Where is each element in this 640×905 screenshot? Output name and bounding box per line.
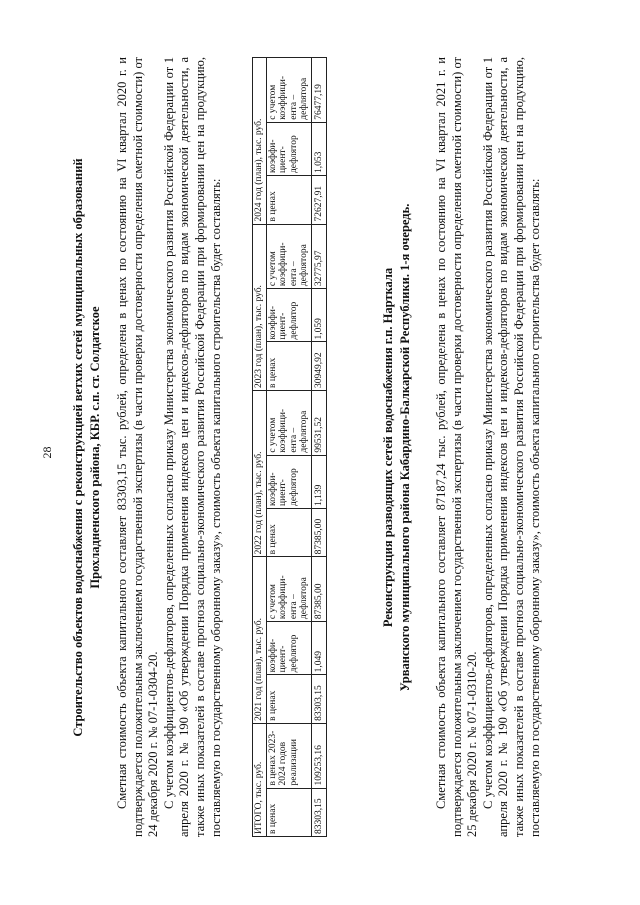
table-cell: 76477,19 (311, 58, 327, 123)
table-cell: 87385,00 (311, 508, 327, 556)
table-cell: 32775,97 (311, 224, 327, 289)
page-number: 28 (40, 446, 54, 459)
section1-body (115, 57, 224, 837)
table-subheader: в ценах (266, 176, 311, 224)
table-subheader: в ценах (266, 788, 311, 836)
section1-title (70, 70, 104, 825)
table-subheader-row (266, 58, 311, 837)
section1-paragraph-1: Сметная стоимость объекта капитального составляет 83303,15 тыс. рублей, определена в ценах по состоянию на VI квартал 2020 г. и подтверждается положительным заключением государственной экспертизы (в части проверки достоверности определения сметной стоимости) от 24 декабря 2020 г. № 07-1-0304-20. (115, 57, 161, 837)
table-group-header: 2021 год (план), тыс. руб. (253, 557, 267, 723)
table-cell: 72627,91 (311, 176, 327, 224)
table-cell: 1,139 (311, 455, 327, 508)
section1-title-line2: Прохладненского района, КБР. с.п. ст. Солдатское (88, 306, 102, 589)
table-cell: 87385,00 (311, 557, 327, 622)
table-subheader: в ценах (266, 508, 311, 556)
section2-title-line1: Реконструкция разводящих сетей водоснабжения г.п. Нарткала (381, 267, 395, 628)
table-cell: 109253,16 (311, 723, 327, 788)
table-group-header: ИТОГО, тыс. руб. (253, 723, 267, 836)
table-cell: 1,053 (311, 122, 327, 175)
table-cell: 1,049 (311, 622, 327, 675)
table-cell: 83303,15 (311, 788, 327, 836)
section2-body (434, 57, 543, 837)
section1-title-line1: Строительство объектов водоснабжения с реконструкцией ветхих сетей муниципальных образований (71, 158, 85, 737)
table-group-header: 2022 год (план), тыс. руб. (253, 390, 267, 556)
table-subheader: с учетом коэффици- ента – дефлятора (266, 390, 311, 455)
table-cell: 99531,52 (311, 390, 327, 455)
table-cell: 30949,92 (311, 342, 327, 390)
table-group-header-row (253, 58, 267, 837)
table-value-row (311, 58, 327, 837)
table-subheader: в ценах (266, 675, 311, 723)
table-subheader: коэффи- циент- дефлятор (266, 122, 311, 175)
table-cell: 1,059 (311, 289, 327, 342)
table-subheader: коэффи- циент- дефлятор (266, 622, 311, 675)
table-subheader: в ценах (266, 342, 311, 390)
table-subheader: коэффи- циент- дефлятор (266, 289, 311, 342)
table-cell: 83303,15 (311, 675, 327, 723)
section1-paragraph-2: С учетом коэффициентов-дефляторов, определенных согласно приказу Министерства экономического развития Российской Федерации от 1 апреля 2020 г. № 190 «Об утверждении Порядка применения индексов цен и индексов-дефляторов по видам экономической деятельности, а также иных показателей в составе прогноза социально-экономического развития Российской Федерации при формировании цен на продукцию, поставляемую по государственному оборонному заказу», стоимость объекта капитального строительства будет составлять: (161, 57, 223, 837)
table-subheader: с учетом коэффици- ента – дефлятора (266, 557, 311, 622)
section2-title-line2: Урванского муниципального района Кабардино-Балкарской Республики. 1-я очередь. (398, 203, 412, 692)
section2-paragraph-2: С учетом коэффициентов-дефляторов, определенных согласно приказу Министерства экономического развития Российской Федерации от 1 апреля 2020 г. № 190 «Об утверждении Порядка применения индексов цен и индексов-дефляторов по видам экономической деятельности, а также иных показателей в составе прогноза социально-экономического развития Российской Федерации при формировании цен на продукцию, поставляемую по государственному оборонному заказу», стоимость объекта капитального строительства будет составлять: (480, 57, 542, 837)
table-subheader: с учетом коэффици- ента – дефлятора (266, 58, 311, 123)
table-subheader: в ценах 2023-2024 годов реализации (266, 723, 311, 788)
table-group-header: 2024 год (план), тыс. руб. (253, 58, 267, 225)
section2-paragraph-1: Сметная стоимость объекта капитального составляет 87187,24 тыс. рублей, определена в ценах по состоянию на VI квартал 2021 г. и подтверждается положительным заключением государственной экспертизы (в части проверки достоверности определения сметной стоимости) от 25 декабря 2020 г. № 07-1-0310-20. (434, 57, 480, 837)
table-group-header: 2023 год (план), тыс. руб. (253, 224, 267, 390)
table-subheader: коэффи- циент- дефлятор (266, 455, 311, 508)
table-subheader: с учетом коэффици- ента – дефлятора (266, 224, 311, 289)
cost-table (252, 57, 327, 837)
section2-title (380, 70, 414, 825)
